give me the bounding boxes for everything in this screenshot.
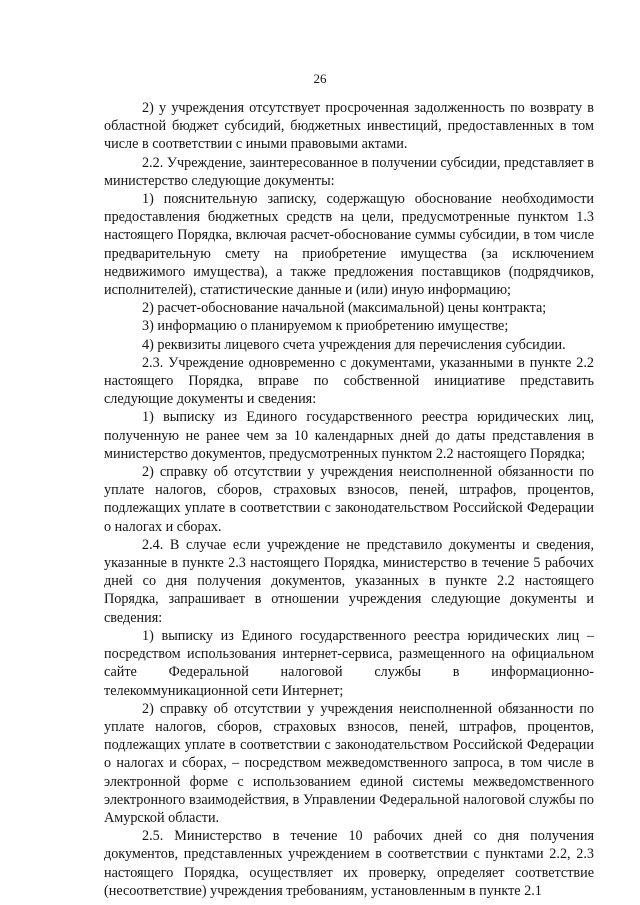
paragraph: 2) расчет-обоснование начальной (максимальной) цены контракта;: [142, 300, 547, 317]
paragraph: 2) справку об отсутствии у учреждения неисполненной обязанности по уплате налогов, сборов, страховых взносов, пеней, штрафов, процентов, подлежащих уплате в соответствии с законодательством Российской Федерации о налогах и сборах.: [104, 464, 594, 535]
paragraph: 1) пояснительную записку, содержащую обоснование необходимости предоставления бюджетных средств на цели, предусмотренные пунктом 1.3 настоящего Порядка, включая расчет-обоснование суммы субсидии, в том числе предварительную смету на приобретение имущества (за исключением недвижимого имущества), а также предложения поставщиков (подрядчиков, исполнителей), статистические данные и (или) иную информацию;: [104, 191, 594, 299]
document-body: [104, 99, 594, 900]
paragraph: 2.2. Учреждение, заинтересованное в получении субсидии, представляет в министерство следующие документы:: [104, 154, 594, 189]
paragraph: 2.5. Министерство в течение 10 рабочих дней со дня получения документов, представленных учреждением в соответствии с пунктами 2.2, 2.3 настоящего Порядка, осуществляет их проверку, определяет соответствие (несоответствие) учреждения требованиям, установленным в пункте 2.1: [104, 828, 594, 899]
paragraph: 1) выписку из Единого государственного реестра юридических лиц, полученную не ранее чем за 10 календарных дней до даты представления в министерство документов, предусмотренных пунктом 2.2 настоящего Порядка;: [104, 409, 594, 462]
paragraph: 3) информацию о планируемом к приобретению имуществе;: [142, 318, 509, 335]
paragraph: 2.3. Учреждение одновременно с документами, указанными в пункте 2.2 настоящего Порядка, вправе по собственной инициативе представить следующие документы и сведения:: [104, 354, 594, 408]
page-number: 26: [313, 71, 327, 86]
paragraph: 2) справку об отсутствии у учреждения неисполненной обязанности по уплате налогов, сборов, страховых взносов, пеней, штрафов, процентов, подлежащих уплате в соответствии с законодательством Российской Федерации о налогах и сборах, – посредством межведомственного запроса, в том числе в электронной форме с использованием единой системы межведомственного электронного взаимодействия, в Управлении Федеральной налоговой службы по Амурской области.: [104, 700, 594, 826]
paragraph: 1) выписку из Единого государственного реестра юридических лиц – посредством использования интернет-сервиса, размещенного на официальном сайте Федеральной налоговой службы в информационно-телекоммуникационной сети Интернет;: [104, 627, 594, 699]
paragraph: 2.4. В случае если учреждение не представило документы и сведения, указанные в пункте 2.3 настоящего Порядка, министерство в течение 5 рабочих дней со дня получения документов, указанных в пункте 2.2 настоящего Порядка, запрашивает в отношении учреждения следующие документы и сведения:: [104, 536, 594, 626]
paragraph: 4) реквизиты лицевого счета учреждения для перечисления субсидии.: [142, 336, 566, 353]
paragraph: 2) у учреждения отсутствует просроченная задолженность по возврату в областной бюджет субсидий, бюджетных инвестиций, предоставленных в том числе в соответствии с иными правовыми актами.: [104, 100, 594, 153]
